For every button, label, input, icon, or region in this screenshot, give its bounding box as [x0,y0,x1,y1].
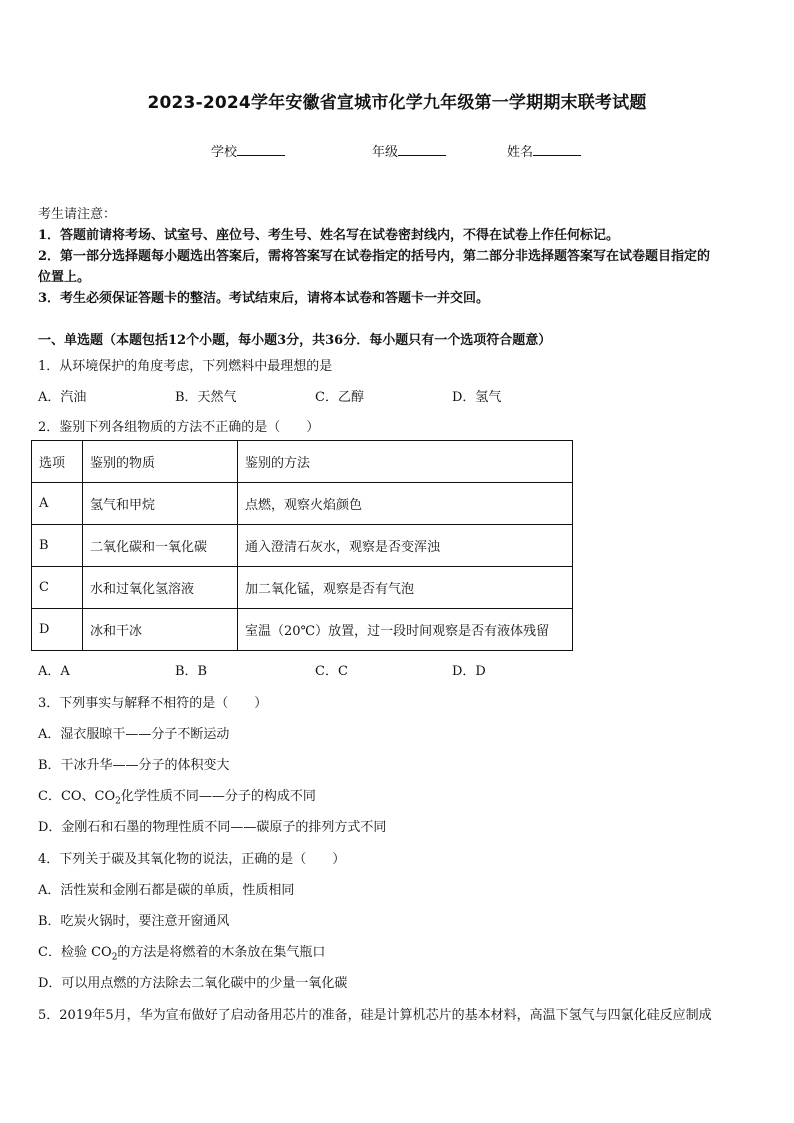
q4-option-b: B．吃炭火锅时，要注意开窗通风 [38,914,230,929]
table-cell: A [32,483,83,525]
q1-option-a: A．汽油 [38,390,87,405]
question-2-stem: 2．鉴别下列各组物质的方法不正确的是（ ） [38,420,320,435]
q2-table [31,440,573,651]
q1-option-b: B．天然气 [175,390,237,405]
table-row [32,483,573,525]
table-header-cell: 选项 [32,441,83,483]
table-cell: 室温（20℃）放置，过一段时间观察是否有液体残留 [238,609,573,651]
q3-option-a: A．湿衣服晾干——分子不断运动 [38,727,230,742]
question-1-stem: 1．从环境保护的角度考虑，下列燃料中最理想的是 [38,359,333,374]
table-cell: D [32,609,83,651]
q3-option-c [38,785,316,807]
school-label: 学校 [211,145,238,160]
q4-option-c-subscript: 2 [111,952,118,963]
q4-option-a: A．活性炭和金刚石都是碳的单质，性质相同 [38,883,295,898]
table-cell: 氢气和甲烷 [83,483,238,525]
table-cell: 水和过氧化氢溶液 [83,567,238,609]
q3-option-c-subscript: 2 [115,796,121,807]
q3-option-c-rest: 化学性质不同——分子的构成不同 [120,789,316,804]
q2-option-b: B．B [175,664,208,679]
grade-blank[interactable] [398,144,446,156]
q4-option-c [38,941,325,963]
table-row [32,567,573,609]
q3-option-c-prefix: C．CO、CO [38,789,116,804]
name-blank[interactable] [533,144,581,156]
q4-option-c-prefix: C．检验 CO [38,945,112,960]
q3-option-b: B．干冰升华——分子的体积变大 [38,758,230,773]
table-header-row [32,441,573,483]
notice-item: 1．答题前请将考场、试室号、座位号、考生号、姓名写在试卷密封线内，不得在试卷上作任何标记。 [38,228,620,243]
table-cell: 通入澄清石灰水，观察是否变浑浊 [238,525,573,567]
table-header-cell: 鉴别的方法 [238,441,573,483]
table-header-cell: 鉴别的物质 [83,441,238,483]
name-field [507,141,581,160]
question-3-stem: 3．下列事实与解释不相符的是（ ） [38,696,268,711]
q2-option-d: D．D [452,664,486,679]
notice-item: 3．考生必须保证答题卡的整洁。考试结束后，请将本试卷和答题卡一并交回。 [38,291,490,306]
q2-option-a: A．A [38,664,70,679]
q3-option-d: D．金刚石和石墨的物理性质不同——碳原子的排列方式不同 [38,820,387,835]
table-cell: 加二氧化锰，观察是否有气泡 [238,567,573,609]
table-cell: B [32,525,83,567]
question-5-stem: 5．2019年5月，华为宣布做好了启动备用芯片的准备，硅是计算机芯片的基本材料，高温下氢气与四氯化硅反应制成 [38,1008,712,1023]
notice-heading: 考生请注意： [38,207,117,222]
notice-item: 位置上。 [38,270,91,285]
name-label: 姓名 [507,145,534,160]
page-title: 2023-2024学年安徽省宣城市化学九年级第一学期期末联考试题 [147,93,647,113]
section-heading: 一、单选题（本题包括12个小题，每小题3分，共36分．每小题只有一个选项符合题意） [38,333,552,348]
question-4-stem: 4．下列关于碳及其氧化物的说法，正确的是（ ） [38,852,346,867]
grade-label: 年级 [372,145,399,160]
q4-option-d: D．可以用点燃的方法除去二氧化碳中的少量一氧化碳 [38,976,348,991]
q1-option-d: D．氢气 [452,390,502,405]
table-row [32,525,573,567]
table-row [32,609,573,651]
notice-item: 2．第一部分选择题每小题选出答案后，需将答案写在试卷指定的括号内，第二部分非选择题答案写在试卷题目指定的 [38,249,711,264]
grade-field [372,141,446,160]
table-cell: 冰和干冰 [83,609,238,651]
table-cell: 点燃，观察火焰颜色 [238,483,573,525]
table-cell: C [32,567,83,609]
school-blank[interactable] [237,144,285,156]
q2-option-c: C．C [315,664,348,679]
q1-option-c: C．乙醇 [315,390,364,405]
table-cell: 二氧化碳和一氧化碳 [83,525,238,567]
q4-option-c-rest: 的方法是将燃着的木条放在集气瓶口 [117,945,326,960]
school-field [211,141,285,160]
